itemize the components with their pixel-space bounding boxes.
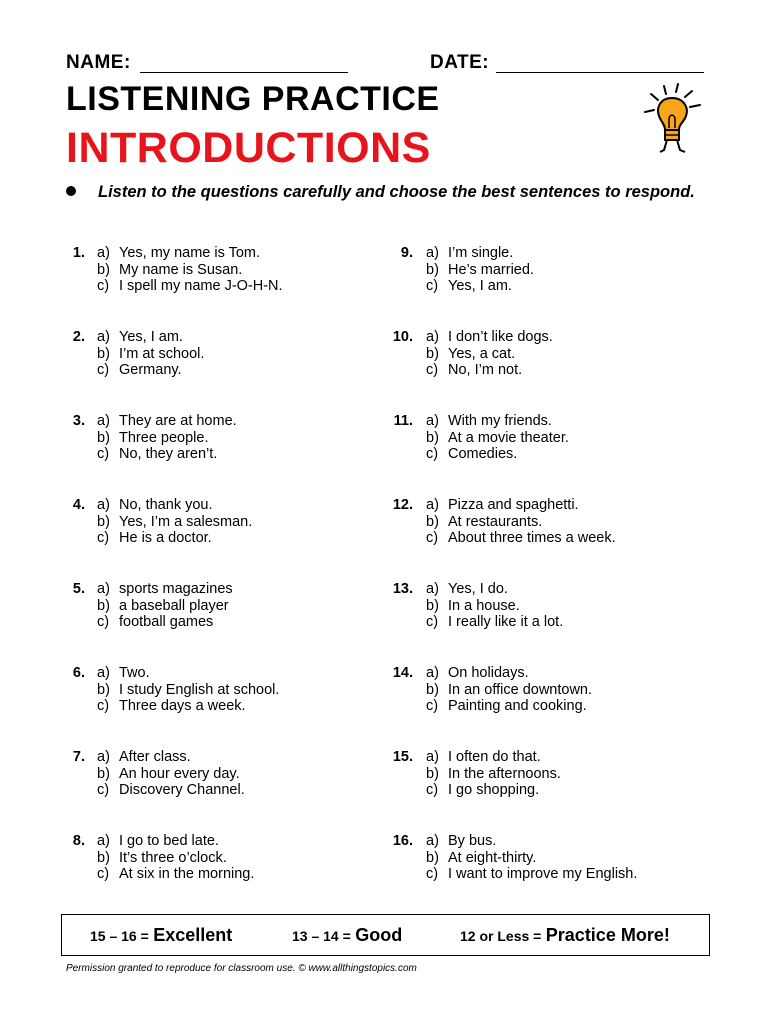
option-text: Three days a week. (119, 698, 246, 715)
option-text: At a movie theater. (448, 429, 569, 446)
option-letter: c) (97, 362, 110, 379)
option-letter: b) (426, 597, 439, 614)
score-excellent (90, 925, 232, 946)
option-letter: b) (426, 681, 439, 698)
option-letter: c) (426, 614, 439, 631)
lightbulb-icon (640, 82, 710, 162)
option-text: Germany. (119, 362, 182, 379)
option-text: In an office downtown. (448, 681, 593, 698)
option-text: In the afternoons. (448, 765, 561, 782)
option-text: An hour every day. (119, 765, 240, 782)
score-grade: Good (355, 925, 403, 945)
option-text: I want to improve my English. (448, 866, 638, 883)
title-line-2: INTRODUCTIONS (66, 124, 431, 172)
score-range: 15 – 16 = (90, 928, 149, 944)
option-text: I spell my name J-O-H-N. (119, 278, 283, 295)
answer-option[interactable] (426, 362, 522, 379)
option-text: a baseball player (119, 597, 229, 614)
answer-option[interactable] (97, 614, 213, 631)
option-text: Yes, I am. (119, 329, 183, 345)
option-letter: c) (97, 866, 110, 883)
question-number: 13. (392, 581, 413, 597)
option-letter: a) (97, 413, 110, 429)
option-text: It’s three o’clock. (119, 849, 227, 866)
option-letter: c) (97, 278, 110, 295)
option-letter: c) (97, 782, 110, 799)
option-letter: c) (426, 782, 439, 799)
question-number: 2. (72, 329, 85, 345)
option-letter: c) (97, 698, 110, 715)
question-number: 4. (72, 497, 85, 513)
answer-option[interactable] (426, 866, 637, 883)
option-letter: b) (426, 261, 439, 278)
option-letter: b) (97, 261, 110, 278)
header-row (66, 52, 706, 78)
answer-option[interactable] (426, 614, 563, 631)
date-label: DATE: (430, 52, 490, 73)
option-text: At restaurants. (448, 513, 543, 530)
answer-option[interactable] (426, 497, 579, 514)
instruction-bullet (66, 186, 76, 196)
option-text: He is a doctor. (119, 530, 212, 547)
option-text: They are at home. (119, 413, 237, 429)
answer-option[interactable] (426, 329, 553, 346)
question-number: 12. (392, 497, 413, 513)
answer-option[interactable] (97, 782, 245, 799)
option-letter: c) (97, 614, 110, 631)
option-text: I go shopping. (448, 782, 540, 799)
answer-option[interactable] (97, 430, 208, 447)
option-text: I’m single. (448, 245, 514, 261)
option-letter: c) (97, 446, 110, 463)
date-field[interactable] (496, 72, 704, 73)
question-number: 9. (400, 245, 413, 261)
option-text: football games (119, 614, 214, 631)
answer-option[interactable] (97, 362, 182, 379)
option-letter: a) (97, 497, 110, 513)
option-text: He’s married. (448, 261, 534, 278)
option-letter: b) (426, 765, 439, 782)
option-letter: a) (426, 749, 439, 765)
option-letter: b) (97, 597, 110, 614)
option-text: Yes, I do. (448, 581, 508, 597)
answer-option[interactable] (97, 446, 217, 463)
option-letter: a) (97, 245, 110, 261)
option-letter: c) (426, 530, 439, 547)
option-letter: c) (426, 278, 439, 295)
question-number: 3. (72, 413, 85, 429)
answer-option[interactable] (426, 850, 536, 867)
score-grade: Practice More! (545, 925, 670, 945)
option-letter: a) (426, 497, 439, 513)
instruction-text: Listen to the questions carefully and choose the best sentences to respond. (98, 183, 695, 201)
option-text: I really like it a lot. (448, 614, 564, 631)
score-good (292, 925, 402, 946)
name-label: NAME: (66, 52, 131, 73)
option-text: Pizza and spaghetti. (448, 497, 579, 513)
option-letter: b) (97, 513, 110, 530)
option-text: No, I’m not. (448, 362, 523, 379)
score-practice-more (460, 925, 670, 946)
answer-option[interactable] (97, 866, 254, 883)
option-text: My name is Susan. (119, 261, 243, 278)
answer-option[interactable] (97, 766, 240, 783)
option-text: Discovery Channel. (119, 782, 245, 799)
option-text: By bus. (448, 833, 497, 849)
question-number: 7. (72, 749, 85, 765)
option-text: No, they aren’t. (119, 446, 218, 463)
question-number: 15. (392, 749, 413, 765)
option-text: With my friends. (448, 413, 552, 429)
answer-option[interactable] (97, 530, 212, 547)
option-letter: b) (97, 345, 110, 362)
option-text: No, thank you. (119, 497, 213, 513)
answer-option[interactable] (426, 413, 552, 430)
answer-option[interactable] (97, 682, 279, 699)
option-text: At six in the morning. (119, 866, 255, 883)
option-text: I often do that. (448, 749, 541, 765)
question-number: 10. (392, 329, 413, 345)
question-number: 1. (72, 245, 85, 261)
option-text: Yes, I am. (448, 278, 512, 295)
question-number: 5. (72, 581, 85, 597)
option-text: I’m at school. (119, 345, 205, 362)
answer-option[interactable] (97, 278, 283, 295)
option-letter: c) (426, 446, 439, 463)
option-letter: a) (426, 665, 439, 681)
score-box (61, 914, 710, 956)
answer-option[interactable] (426, 446, 517, 463)
option-letter: b) (97, 681, 110, 698)
option-letter: a) (97, 329, 110, 345)
option-text: In a house. (448, 597, 520, 614)
option-text: About three times a week. (448, 530, 616, 547)
footer-permission: Permission granted to reproduce for classroom use. © www.allthingstopics.com (66, 963, 417, 974)
answer-option[interactable] (426, 346, 515, 363)
option-text: Two. (119, 665, 150, 681)
answer-option[interactable] (97, 850, 227, 867)
score-range: 13 – 14 = (292, 928, 351, 944)
answer-option[interactable] (426, 698, 587, 715)
answer-option[interactable] (426, 665, 529, 682)
option-letter: a) (97, 749, 110, 765)
option-letter: c) (426, 362, 439, 379)
question-number: 8. (72, 833, 85, 849)
option-text: Yes, a cat. (448, 345, 516, 362)
answer-option[interactable] (426, 749, 541, 766)
option-letter: a) (97, 665, 110, 681)
option-letter: a) (97, 581, 110, 597)
option-letter: b) (426, 429, 439, 446)
question-number: 6. (72, 665, 85, 681)
option-letter: b) (426, 849, 439, 866)
option-text: Three people. (119, 429, 209, 446)
question-number: 14. (392, 665, 413, 681)
answer-option[interactable] (426, 514, 542, 531)
option-letter: c) (426, 866, 439, 883)
option-letter: b) (97, 429, 110, 446)
option-letter: c) (426, 698, 439, 715)
answer-option[interactable] (97, 262, 242, 279)
answer-option[interactable] (97, 698, 246, 715)
option-letter: a) (426, 833, 439, 849)
option-text: Yes, my name is Tom. (119, 245, 261, 261)
answer-option[interactable] (426, 278, 512, 295)
title-line-1: LISTENING PRACTICE (66, 80, 440, 118)
option-text: sports magazines (119, 581, 233, 597)
score-grade: Excellent (153, 925, 233, 945)
option-letter: b) (426, 345, 439, 362)
option-text: I study English at school. (119, 681, 280, 698)
answer-option[interactable] (426, 245, 513, 262)
answer-option[interactable] (97, 346, 204, 363)
option-text: On holidays. (448, 665, 529, 681)
option-letter: c) (97, 530, 110, 547)
option-text: Comedies. (448, 446, 518, 463)
answer-option[interactable] (426, 782, 539, 799)
answer-option[interactable] (426, 262, 534, 279)
option-letter: b) (426, 513, 439, 530)
answer-option[interactable] (426, 682, 592, 699)
name-field[interactable] (140, 72, 348, 73)
answer-option[interactable] (426, 598, 520, 615)
answer-option[interactable] (426, 581, 508, 598)
option-letter: a) (426, 329, 439, 345)
option-text: Yes, I’m a salesman. (119, 513, 253, 530)
question-number: 11. (393, 413, 413, 429)
question-number: 16. (392, 833, 413, 849)
answer-option[interactable] (426, 766, 561, 783)
option-letter: a) (426, 245, 439, 261)
option-text: I go to bed late. (119, 833, 219, 849)
option-letter: a) (97, 833, 110, 849)
option-text: At eight-thirty. (448, 849, 537, 866)
option-text: I don’t like dogs. (448, 329, 553, 345)
option-letter: b) (97, 849, 110, 866)
answer-option[interactable] (426, 833, 496, 850)
score-range: 12 or Less = (460, 928, 542, 944)
answer-option[interactable] (426, 530, 616, 547)
option-text: After class. (119, 749, 191, 765)
option-letter: a) (426, 413, 439, 429)
answer-option[interactable] (97, 514, 252, 531)
option-text: Painting and cooking. (448, 698, 587, 715)
option-letter: a) (426, 581, 439, 597)
answer-option[interactable] (426, 430, 569, 447)
option-letter: b) (97, 765, 110, 782)
answer-option[interactable] (97, 598, 229, 615)
